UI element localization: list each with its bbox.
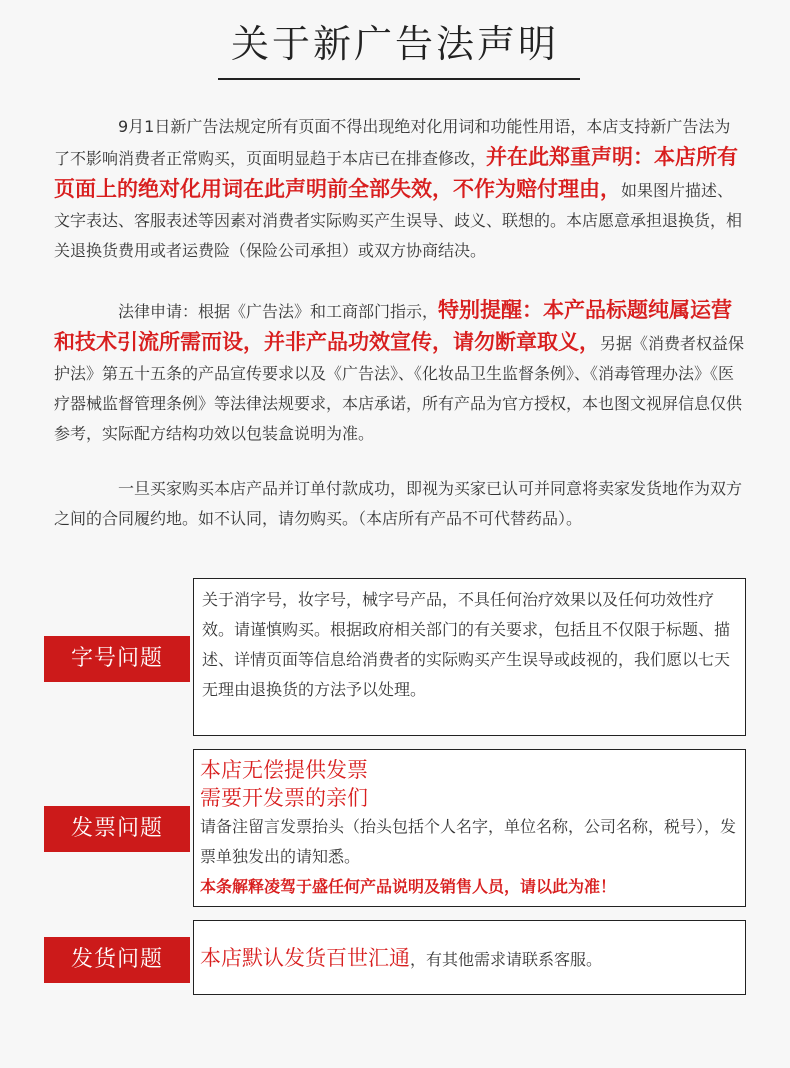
paragraph-1-highlight: 并在此郑重声明：本店所有页面上的绝对化用词在此声明前全部失效，不作为赔付理由，	[54, 145, 739, 201]
fahuo-highlight: 本店默认发货百世汇通	[200, 946, 410, 970]
paragraph-3-text: 一旦买家购买本店产品并订单付款成功，即视为买家已认可并同意将卖家发货地作为双方之间的合同履约地。如不认同，请勿购买。（本店所有产品不可代替药品）。	[54, 479, 743, 528]
fapiao-highlight-2: 需要开发票的亲们	[200, 786, 368, 810]
page-title: 关于新广告法声明	[230, 22, 559, 66]
paragraph-1-text-b: 如果图片描述、文字表达、客服表述等因素对消费者实际购买产生误导、歧义、联想的。本店愿意承担退换货，相关退换货费用或者运费险（保险公司承担）或双方协商结决。	[54, 181, 743, 260]
zihao-section-text: 关于消字号，妆字号，械字号产品，不具任何治疗效果以及任何功效性疗效。请谨慎购买。根据政府相关部门的有关要求，包括且不仅限于标题、描述、详情页面等信息给消费者的实际购买产生误导或歧视的，我们愿以七天无理由退换货的方法予以处理。	[202, 590, 731, 699]
fahuo-section-tag: 发货问题	[44, 937, 190, 983]
zihao-section-tag: 字号问题	[44, 636, 190, 682]
paragraph-2-text-a: 法律申请：根据《广告法》和工商部门指示，	[118, 302, 439, 321]
fapiao-section-text: 请备注留言发票抬头（抬头包括个人名字，单位名称，公司名称，税号），发票单独发出的请知悉。	[200, 817, 737, 866]
statement-paragraph-1	[54, 112, 744, 266]
fapiao-highlight-1: 本店无偿提供发票	[200, 758, 368, 782]
fapiao-section-note: 本条解释凌驾于盛任何产品说明及销售人员，请以此为准！	[200, 877, 617, 896]
fahuo-section-line	[194, 921, 745, 975]
fahuo-section-box	[193, 920, 746, 995]
paragraph-1-text-a: 9月1日新广告法规定所有页面不得出现绝对化用词和功能性用语，本店支持新广告法为了不影响消费者正常购买，页面明显趋于本店已在排查修改，	[54, 117, 731, 168]
paragraph-2-highlight: 特别提醒：本产品标题纯属运营和技术引流所需而设，并非产品功效宣传，请勿断章取义，	[54, 298, 733, 354]
fapiao-section-tag: 发票问题	[44, 806, 190, 852]
fahuo-section-text: ，有其他需求请联系客服。	[410, 950, 603, 969]
header	[0, 14, 790, 74]
statement-paragraph-3	[54, 474, 744, 534]
title-underline	[218, 78, 580, 80]
zihao-section-box	[193, 578, 746, 736]
statement-paragraph-2	[54, 295, 744, 449]
paragraph-2-text-b: 另据《消费者权益保护法》第五十五条的产品宣传要求以及《广告法》、《化妆品卫生监督条例》、《消毒管理办法》《医疗器械监督管理条例》等法律法规要求，本店承诺，所有产品为官方授权，本也图文视屏信息仅供参考，实际配方结构功效以包装盒说明为准。	[54, 334, 745, 443]
fapiao-section-box	[193, 749, 746, 907]
